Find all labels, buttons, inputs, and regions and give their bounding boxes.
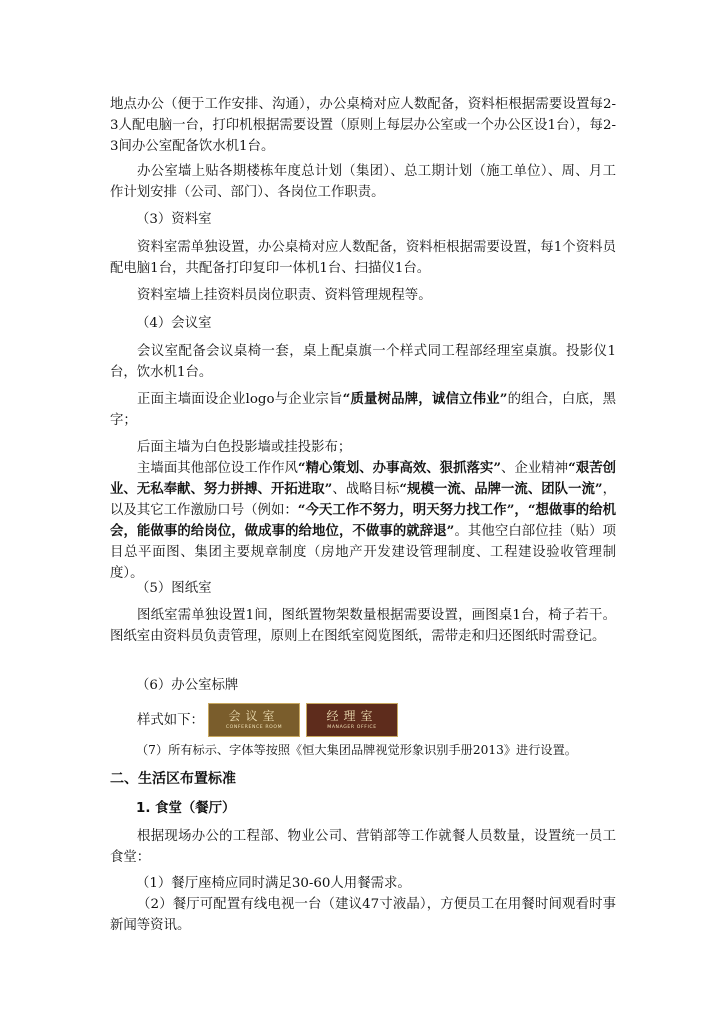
sign-manager-title: 经理室 [326,709,378,723]
slogan-spirit: “艰苦创业、无私奉献、努力拼搏、开拓进取” [110,460,617,497]
paragraph-drawing-room: 图纸室需单独设置1间，图纸置物架数量根据需要设置，画图桌1台，椅子若干。图纸室由资料员负责管理，原则上在图纸室阅览图纸，需带走和归还图纸时需登记。 [110,608,616,644]
sign-conference-title: 会议室 [228,709,280,723]
paragraph-main-wall-slogans: 主墙面其他部位设工作作风“精心策划、办事高效、狠抓落实”、企业精神“艰苦创业、无私奉献、努力拼搏、开拓进取”、战略目标“规模一流、品牌一流、团队一流”，以及其它工作激励口号（例如：“今天工作不努力，明天努力找工作”，“想做事的给机会，能做事的给岗位，做成事的给地位，不做事的就辞退”。其他空白部位挂（贴）项目总平面图、集团主要规章制度（房地产开发建设管理制度、工程建设验收管理制度）。 [110,460,617,581]
slogan-strategy: “规模一流、品牌一流、团队一流” [399,481,603,497]
sign-manager-office [306,703,398,737]
paragraph-archive-room: 资料室需单独设置，办公桌椅对应人数配备，资料柜根据需要设置，每1个资料员配电脑1台，共配备打印复印一体机1台、扫描仪1台。 [110,240,616,276]
paragraph-canteen-tv: （2）餐厅可配置有线电视一台（建议47寸液晶），方便员工在用餐时间观看时事新闻等资讯。 [110,897,616,933]
slogan-work-style: “精心策划、办事高效、狠抓落实” [297,460,502,476]
sign-conference-room [208,703,300,737]
paragraph-canteen: 根据现场办公的工程部、物业公司、营销部等工作就餐人员数量，设置统一员工食堂： [110,829,616,865]
paragraph-office-wall-plans: 办公室墙上贴各期楼栋年度总计划（集团）、总工期计划（施工单位）、周、月工作计划安排（公司、部门）、各岗位工作职责。 [110,164,616,200]
heading-archive-room: （3）资料室 [136,212,212,227]
heading-drawing-room: （5）图纸室 [136,581,212,596]
paragraph-meeting-room: 会议室配备会议桌椅一套，桌上配桌旗一个样式同工程部经理室桌旗。投影仪1台，饮水机1台。 [110,344,616,380]
paragraph-office-furniture: 地点办公（便于工作安排、沟通），办公桌椅对应人数配备，资料柜根据需要设置每2-3人配电脑一台，打印机根据需要设置（原则上每层办公室或一个办公区设1台），每2-3间办公室配备饮水机1台。 [110,97,616,154]
label-sample: 样式如下： [137,713,204,728]
heading-living-area: 二、生活区布置标准 [110,771,236,787]
paragraph-brand-manual: （7）所有标示、字体等按照《恒大集团品牌视觉形象识别手册2013》进行设置。 [136,743,577,757]
sign-manager-subtitle: MANAGER OFFICE [327,725,377,730]
slogan-mission: “质量树品牌，诚信立伟业” [342,391,508,407]
slogan-motivation: “今天工作不努力，明天努力找工作”，“想做事的给机会，能做事的给岗位，做成事的给地位，不做事的就辞退” [110,502,617,539]
paragraph-canteen-seats: （1）餐厅座椅应同时满足30-60人用餐需求。 [136,876,411,891]
heading-meeting-room: （4）会议室 [136,316,212,331]
paragraph-back-wall: 后面主墙为白色投影墙或挂投影布； [137,440,352,455]
paragraph-archive-wall: 资料室墙上挂资料员岗位职责、资料管理规程等。 [137,288,432,303]
heading-office-signs: （6）办公室标牌 [136,678,239,693]
sign-conference-subtitle: CONFERENCE ROOM [225,725,283,730]
heading-canteen: 1. 食堂（餐厅） [136,801,236,816]
paragraph-front-wall: 正面主墙面设企业logo与企业宗旨“质量树品牌，诚信立伟业”的组合，白底，黑字； [110,391,616,428]
